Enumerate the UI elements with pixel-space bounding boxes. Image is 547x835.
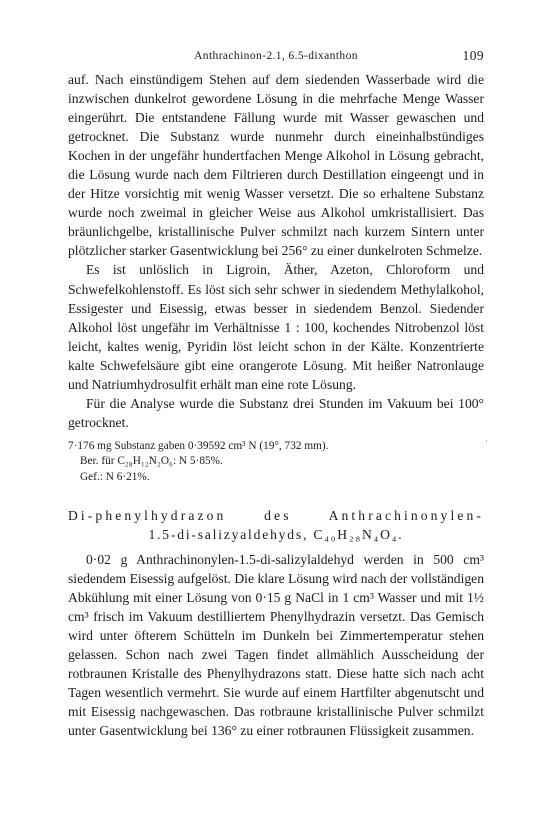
section-heading	[68, 506, 484, 544]
paragraph-3: Für die Analyse wurde die Substanz drei Stunden im Vakuum bei 100° getrocknet.	[68, 395, 484, 430]
analysis-found: Gef.: N 6·21%.	[80, 471, 150, 484]
running-title: Anthrachinon-2.1, 6.5-dixanthon	[194, 50, 358, 62]
section-heading-line-2: 1.5-di-salizyaldehyds, C₄₀H₂₈N₄O₄.	[148, 526, 404, 542]
page-number: 109	[462, 48, 484, 63]
paragraph-1: auf. Nach einstündigem Stehen auf dem siedenden Wasserbade wird die inzwischen dunkelrot gewordene Lösung in die mehrfache Menge Wasser eingerührt. Die entstandene Fällung wurde mit Wasser gewaschen und getrocknet. Die Substanz wurde nunmehr durch eineinhalbstündiges Kochen in der ungefähr hundertfachen Menge Alkohol in Lösung gebracht, die Lösung wurde nach dem Filtrieren durch Destillation eingeengt und in der Hitze vorsichtig mit wenig Wasser versetzt. Die so erhaltene Substanz wurde noch zweimal in gleicher Weise aus Alkohol umkristallisiert. Das bräunlichgelbe, kristallinische Pulver schmilzt nach kurzem Sintern unter plötzlicher starker Gasentwicklung bei 256° zu einer dunkelroten Schmelze.	[68, 72, 484, 259]
analysis-measurement: 7·176 mg Substanz gaben 0·39592 cm³ N (19°, 732 mm).	[68, 439, 329, 452]
analysis-block	[68, 439, 484, 486]
running-header	[68, 44, 484, 68]
print-speck: ·	[485, 436, 488, 446]
analysis-calculated: Ber. für C₂₈H₁₂N₂O₆: N 5·85%.	[80, 455, 223, 468]
section-heading-line-1: Di-phenylhydrazon des Anthrachinonylen-	[68, 507, 484, 523]
page	[68, 44, 484, 740]
paragraph-4: 0·02 g Anthrachinonylen-1.5-di-salizylaldehyd werden in 500 cm³ siedendem Eisessig aufgelöst. Die klare Lösung wird nach der vollständigen Abkühlung mit einer Lösung von 0·15 g NaCl in 1 cm³ Wasser und mit 1½ cm³ frisch im Vakuum destilliertem Phenylhydrazin versetzt. Das Gemisch wird unter öfterem Schütteln im Dunkeln bei Zimmertemperatur stehen gelassen. Schon nach zwei Tagen findet allmählich Ausscheidung der rotbraunen Kristalle des Phenylhydrazons statt. Diese hatte sich nach acht Tagen wesentlich vermehrt. Sie wurde auf einem Hartfilter abgenutscht und mit Eisessig nachgewaschen. Das rotbraune kristallinische Pulver schmilzt unter Gasentwicklung bei 136° zu einer rotbraunen Flüssigkeit zusammen.	[68, 551, 484, 739]
paragraph-2: Es ist unlöslich in Ligroin, Äther, Azeton, Chloroform und Schwefelkohlenstoff. Es löst sich sehr schwer in siedendem Methylalkohol, Essigester und Eisessig, etwas besser in siedendem Benzol. Siedender Alkohol löst ungefähr im Verhältnisse 1 : 100, kochendes Nitrobenzol löst leicht, kaltes wenig, Pyridin löst leicht schon in der Kälte. Konzentrierte kalte Schwefelsäure gibt eine orangerote Lösung. Mit heißer Natronlauge und Natriumhydrosulfit erhält man eine rote Lösung.	[68, 262, 484, 392]
